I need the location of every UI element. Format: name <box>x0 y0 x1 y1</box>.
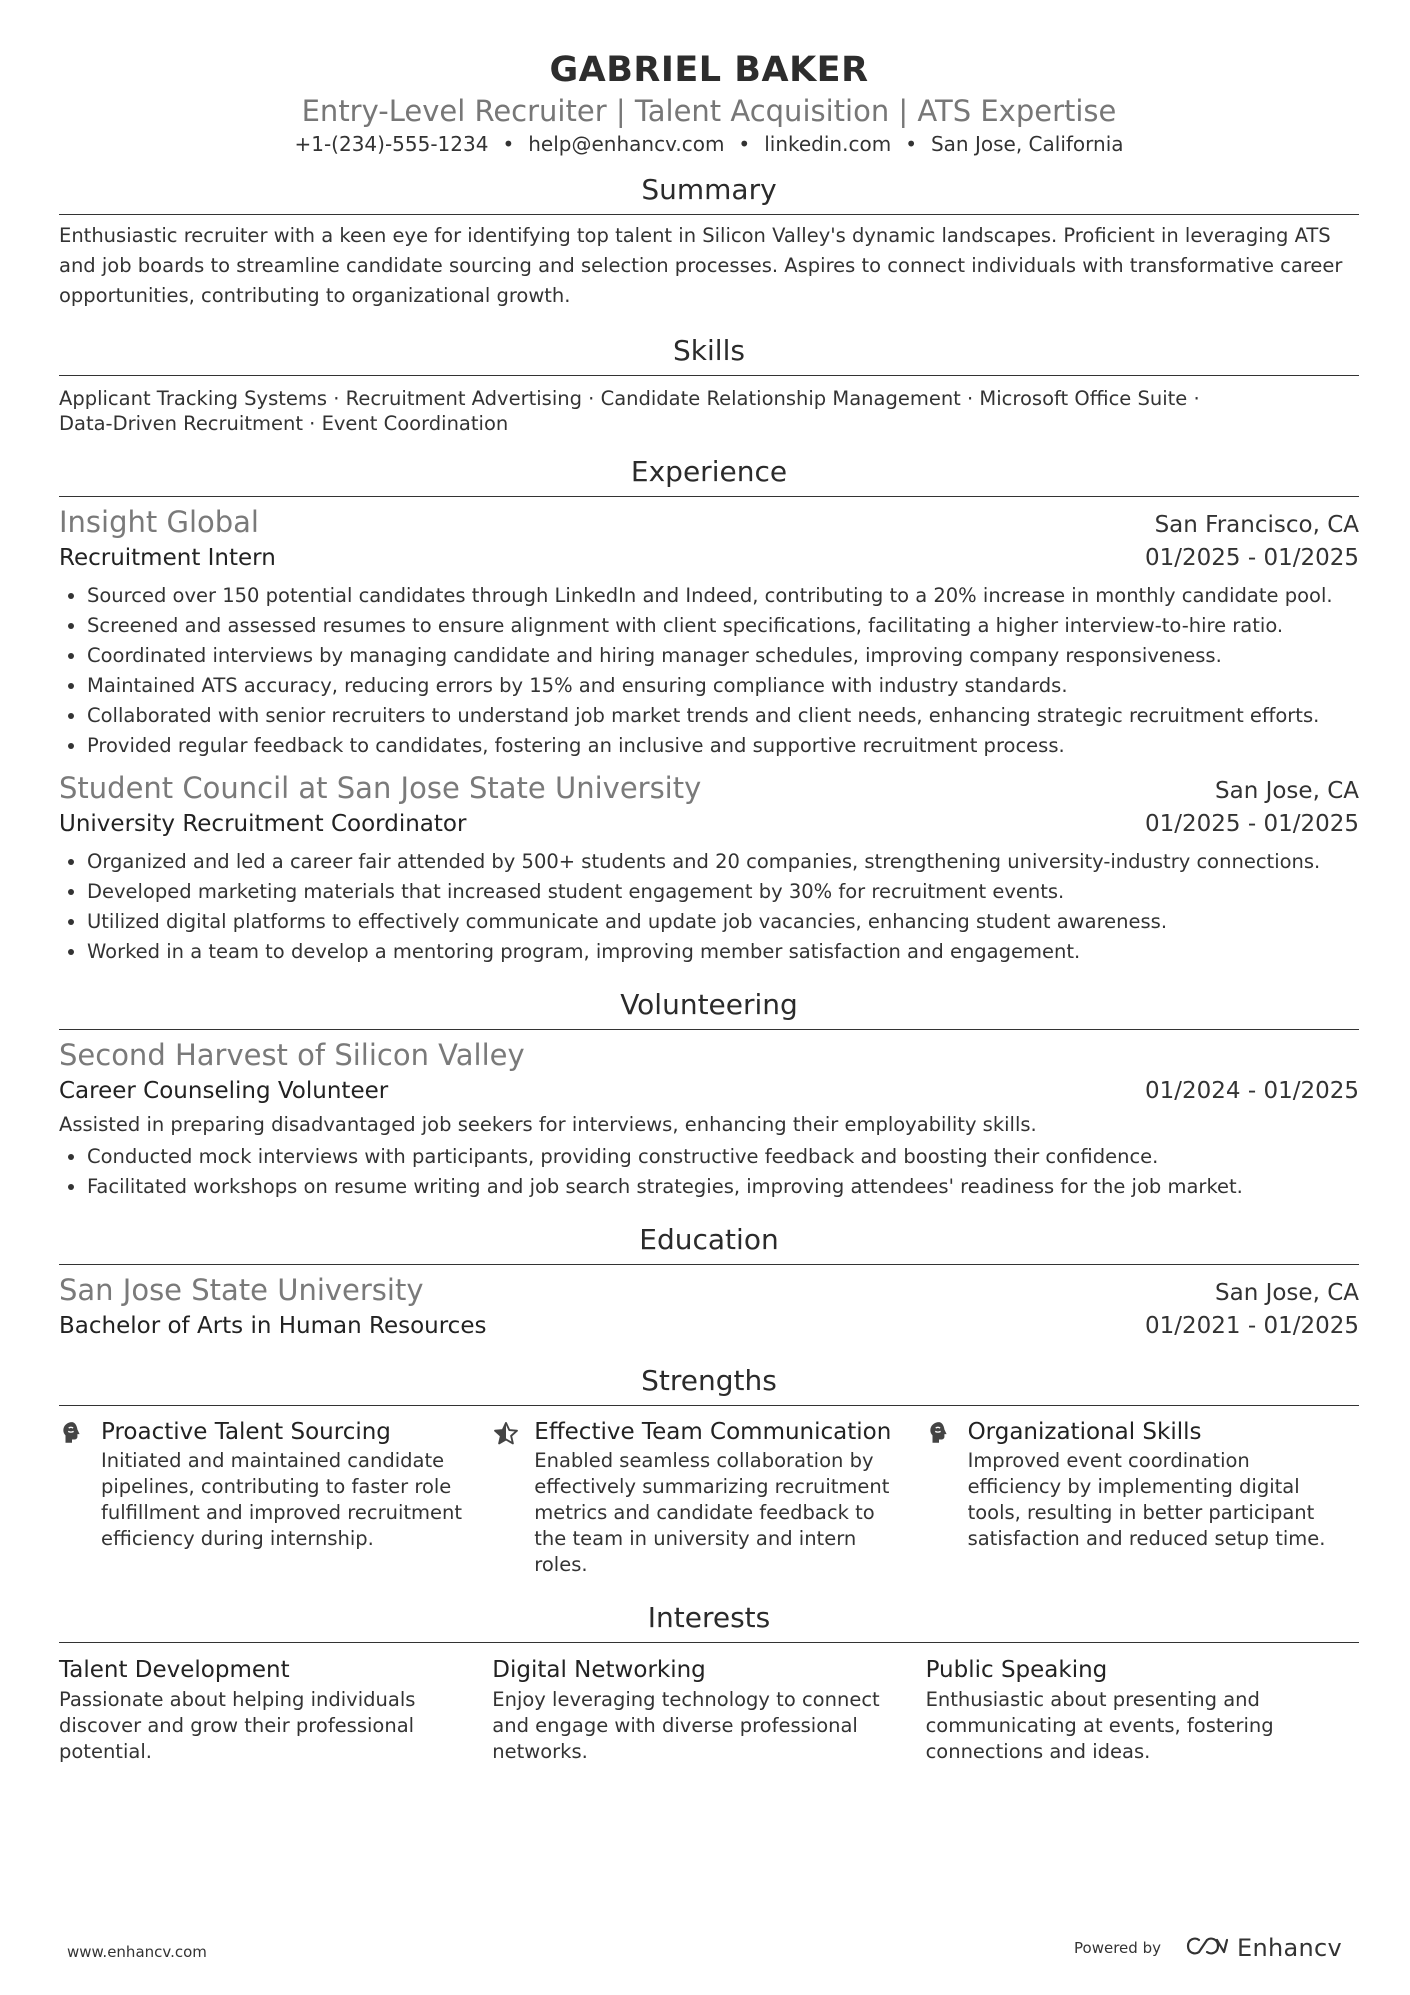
interest-title: Talent Development <box>59 1657 290 1683</box>
interest-desc: Passionate about helping individuals discover and grow their professional potential. <box>59 1688 416 1763</box>
volunteering-section <box>59 987 1359 1202</box>
degree: Bachelor of Arts in Human Resources <box>59 1313 487 1339</box>
resume-page <box>59 0 1359 1765</box>
strength-title: Organizational Skills <box>967 1419 1202 1445</box>
volunteer-dates: 01/2024 - 01/2025 <box>1144 1078 1359 1104</box>
section-title-experience: Experience <box>59 454 1359 497</box>
interest-item <box>59 1653 492 1765</box>
candidate-name: GABRIEL BAKER <box>549 50 869 90</box>
interest-title: Digital Networking <box>492 1657 706 1683</box>
section-title-interests: Interests <box>59 1600 1359 1643</box>
job-title: Recruitment Intern <box>59 545 276 571</box>
section-title-education: Education <box>59 1222 1359 1265</box>
education-section <box>59 1222 1359 1343</box>
summary-section <box>59 172 1359 311</box>
footer-branding <box>1074 1934 1342 1962</box>
contact-line: +1-(234)-555-1234 • help@enhancv.com • linkedin.com • San Jose, California <box>294 132 1124 156</box>
enhancv-logo-icon <box>1185 1935 1229 1961</box>
email[interactable]: help@enhancv.com <box>528 132 725 156</box>
school-location: San Jose, CA <box>1215 1280 1359 1306</box>
strength-desc: Improved event coordination efficiency by implementing digital tools, resulting in better participant satisfaction and reduced setup time. <box>967 1449 1326 1550</box>
skills-section <box>59 333 1359 436</box>
experience-entry <box>59 769 1359 967</box>
company-name: Student Council at San Jose State University <box>59 771 702 805</box>
job-title: University Recruitment Coordinator <box>59 811 467 837</box>
interest-desc: Enthusiastic about presenting and communicating at events, fostering connections and ideas. <box>925 1688 1274 1763</box>
section-title-volunteering: Volunteering <box>59 987 1359 1030</box>
bullet-item: • Conducted mock interviews with participants, providing constructive feedback and boosting their confidence. <box>87 1142 1359 1172</box>
job-dates: 01/2025 - 01/2025 <box>1144 545 1359 571</box>
strength-title: Effective Team Communication <box>534 1419 892 1445</box>
bullet-list <box>59 1142 1359 1202</box>
bullet-item: • Facilitated workshops on resume writing and job search strategies, improving attendees' readiness for the job market. <box>87 1172 1359 1202</box>
job-location: San Francisco, CA <box>1154 512 1359 538</box>
interest-item <box>926 1653 1359 1765</box>
school-name: San Jose State University <box>59 1273 424 1307</box>
star-icon <box>492 1416 534 1578</box>
interests-section <box>59 1600 1359 1765</box>
bullet-item: • Collaborated with senior recruiters to understand job market trends and client needs, enhancing strategic recruitment efforts. <box>87 701 1359 731</box>
volunteer-role: Career Counseling Volunteer <box>59 1078 389 1104</box>
location: San Jose, California <box>930 132 1124 156</box>
section-title-skills: Skills <box>59 333 1359 376</box>
experience-section <box>59 454 1359 967</box>
brain-icon <box>59 1416 101 1578</box>
strength-item <box>926 1416 1359 1578</box>
strength-item <box>492 1416 925 1578</box>
bullet-item: • Screened and assessed resumes to ensure alignment with client specifications, facilitating a higher interview-to-hire ratio. <box>87 611 1359 641</box>
bullet-item: • Maintained ATS accuracy, reducing errors by 15% and ensuring compliance with industry standards. <box>87 671 1359 701</box>
skills-list <box>59 386 1359 436</box>
interest-item <box>492 1653 925 1765</box>
enhancv-brand-name: Enhancv <box>1236 1934 1342 1962</box>
phone[interactable]: +1-(234)-555-1234 <box>294 132 489 156</box>
footer-website-link[interactable]: www.enhancv.com <box>67 1943 207 1961</box>
job-location: San Jose, CA <box>1215 778 1359 804</box>
bullet-item: • Sourced over 150 potential candidates through LinkedIn and Indeed, contributing to a 20% increase in monthly candidate pool. <box>87 581 1359 611</box>
job-dates: 01/2025 - 01/2025 <box>1144 811 1359 837</box>
bullet-item: • Coordinated interviews by managing candidate and hiring manager schedules, improving company responsiveness. <box>87 641 1359 671</box>
bullet-item: • Organized and led a career fair attended by 500+ students and 20 companies, strengthening university-industry connections. <box>87 847 1359 877</box>
bullet-item: • Provided regular feedback to candidates, fostering an inclusive and supportive recruitment process. <box>87 731 1359 761</box>
strengths-section <box>59 1363 1359 1578</box>
strength-desc: Initiated and maintained candidate pipelines, contributing to faster role fulfillment and improved recruitment efficiency during internship. <box>101 1449 463 1550</box>
strength-desc: Enabled seamless collaboration by effectively summarizing recruitment metrics and candidate feedback to the team in university and intern roles. <box>534 1449 890 1576</box>
summary-text: Enthusiastic recruiter with a keen eye for identifying top talent in Silicon Valley's dynamic landscapes. Proficient in leveraging ATS and job boards to streamline candidate sourcing and selection processes. Aspires to connect individuals with transformative career opportunities, contributing to organizational growth. <box>59 224 1343 307</box>
interest-title: Public Speaking <box>925 1657 1108 1683</box>
interest-desc: Enjoy leveraging technology to connect and engage with diverse professional networks. <box>492 1688 880 1763</box>
section-title-summary: Summary <box>59 172 1359 215</box>
linkedin-link[interactable]: linkedin.com <box>764 132 892 156</box>
experience-entry <box>59 503 1359 761</box>
bullet-item: • Developed marketing materials that increased student engagement by 30% for recruitment events. <box>87 877 1359 907</box>
education-dates: 01/2021 - 01/2025 <box>1144 1313 1359 1339</box>
headline: Entry-Level Recruiter | Talent Acquisition | ATS Expertise <box>301 94 1117 128</box>
bullet-list <box>59 581 1359 761</box>
skills-line: Data-Driven Recruitment · Event Coordination <box>59 412 509 435</box>
company-name: Insight Global <box>59 505 259 539</box>
powered-by-label: Powered by <box>1074 1939 1161 1957</box>
strength-item <box>59 1416 492 1578</box>
bullet-list <box>59 847 1359 967</box>
brain-icon <box>926 1416 968 1578</box>
section-title-strengths: Strengths <box>59 1363 1359 1406</box>
bullet-item: • Worked in a team to develop a mentoring program, improving member satisfaction and engagement. <box>87 937 1359 967</box>
volunteer-org: Second Harvest of Silicon Valley <box>59 1038 525 1072</box>
strength-title: Proactive Talent Sourcing <box>101 1419 391 1445</box>
skills-line: Applicant Tracking Systems · Recruitment Advertising · Candidate Relationship Management · Microsoft Office Suite · <box>59 387 1200 410</box>
bullet-item: • Utilized digital platforms to effectively communicate and update job vacancies, enhancing student awareness. <box>87 907 1359 937</box>
volunteer-description: Assisted in preparing disadvantaged job seekers for interviews, enhancing their employability skills. <box>59 1113 1037 1136</box>
